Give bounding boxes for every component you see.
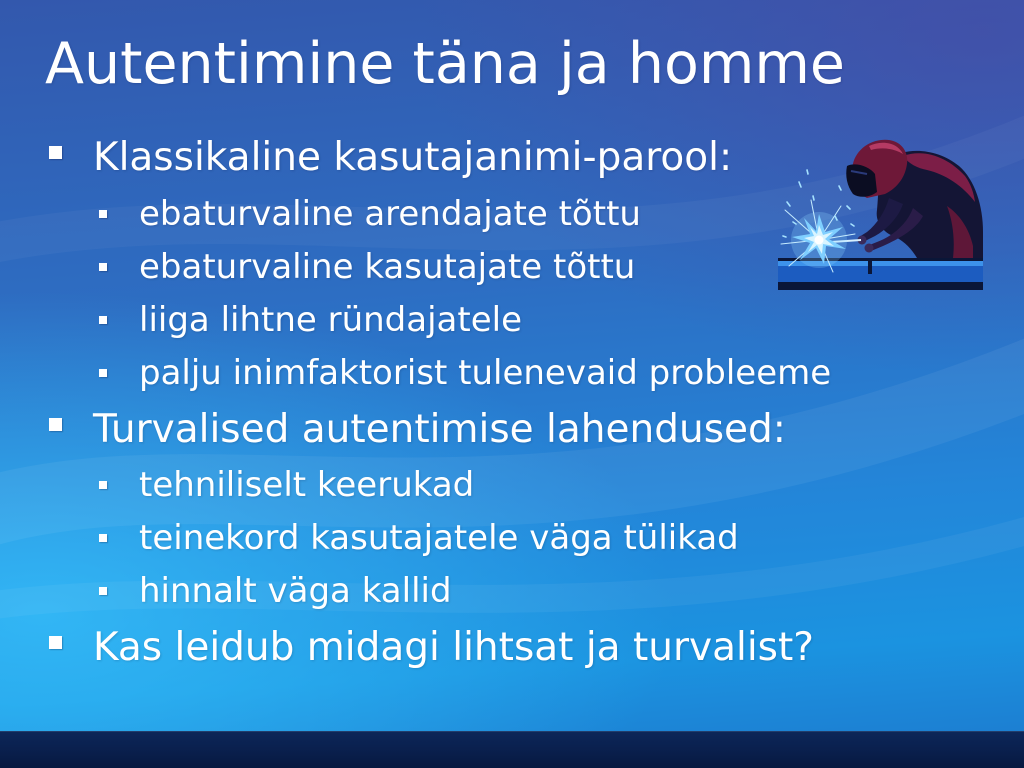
footer-band <box>0 731 1024 768</box>
bullet-item <box>0 624 1024 672</box>
bullet-item <box>0 406 1024 454</box>
sub-bullet-marker <box>99 369 107 377</box>
sub-bullet-text: tehniliselt keerukad <box>139 465 475 505</box>
sub-bullet-marker <box>99 263 107 271</box>
bullet-marker <box>49 418 62 431</box>
sub-bullet-text: liiga lihtne ründajatele <box>139 300 522 340</box>
sub-bullet-text: hinnalt väga kallid <box>139 571 452 611</box>
bullet-text: Kas leidub midagi lihtsat ja turvalist? <box>93 625 814 670</box>
sub-bullet-marker <box>99 210 107 218</box>
sub-bullet-marker <box>99 481 107 489</box>
sub-bullet-item <box>0 463 1024 507</box>
sub-bullet-marker <box>99 316 107 324</box>
sub-bullet-text: teinekord kasutajatele väga tülikad <box>139 518 739 558</box>
bullet-marker <box>49 636 62 649</box>
sub-bullet-marker <box>99 587 107 595</box>
sub-bullet-item <box>0 569 1024 613</box>
sub-bullet-item <box>0 516 1024 560</box>
sub-bullet-text: ebaturvaline kasutajate tõttu <box>139 247 636 287</box>
sub-bullet-item <box>0 298 1024 342</box>
welder-icon <box>777 136 984 292</box>
sub-bullet-text: ebaturvaline arendajate tõttu <box>139 194 641 234</box>
sub-bullet-text: palju inimfaktorist tulenevaid probleeme <box>139 353 832 393</box>
sub-bullet-marker <box>99 534 107 542</box>
bullet-text: Klassikaline kasutajanimi-parool: <box>93 135 733 180</box>
welder-figure <box>831 140 983 258</box>
slide-title: Autentimine täna ja homme <box>45 31 845 97</box>
bullet-text: Turvalised autentimise lahendused: <box>93 407 786 452</box>
sub-bullet-item <box>0 351 1024 395</box>
bullet-marker <box>49 146 62 159</box>
